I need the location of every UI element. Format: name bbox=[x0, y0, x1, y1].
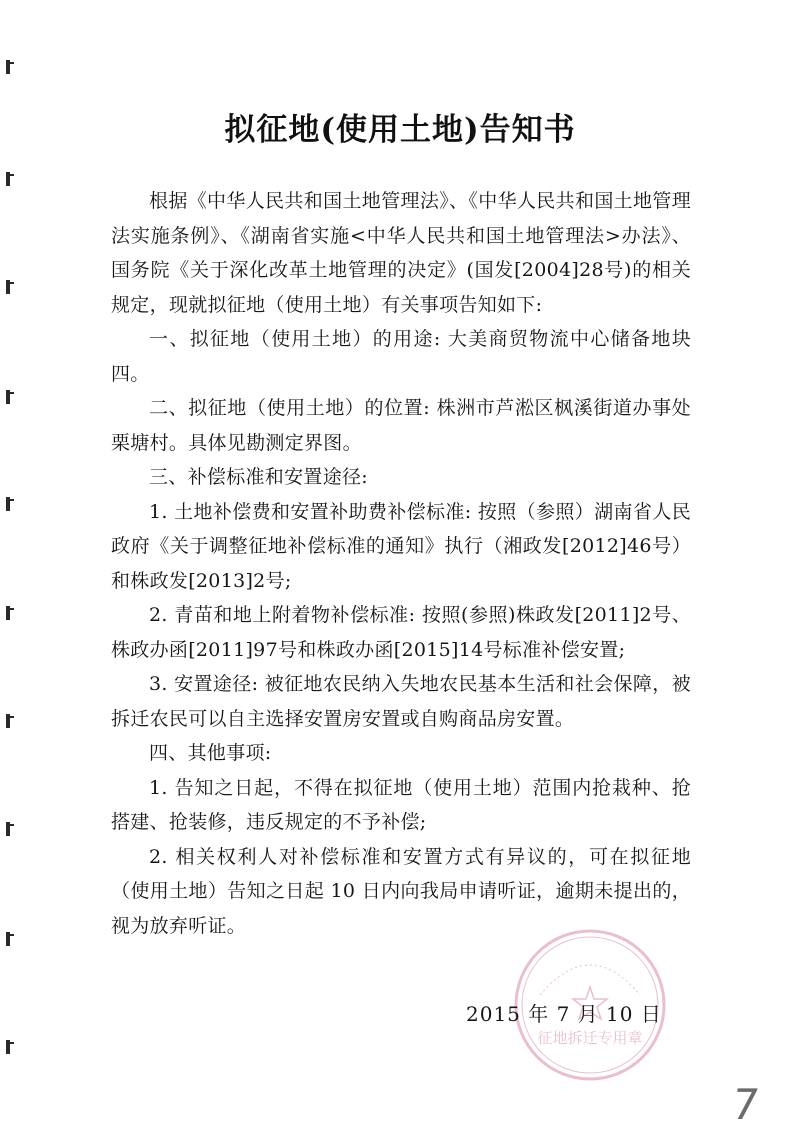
binding-mark bbox=[6, 606, 10, 620]
page-number: 7 bbox=[728, 1080, 763, 1129]
paragraph-other-1: 1. 告知之日起，不得在拟征地（使用土地）范围内抢栽种、抢搭建、抢装修，违反规定的不予补偿; bbox=[111, 776, 691, 833]
binding-mark bbox=[6, 714, 10, 728]
paragraph-compensation-3: 3. 安置途径: 被征地农民纳入失地农民基本生活和社会保障，被拆迁农民可以自主选择安置房安置或自购商品房安置。 bbox=[111, 673, 691, 730]
binding-mark bbox=[6, 1040, 10, 1054]
document-title: 拟征地(使用土地)告知书 bbox=[224, 112, 576, 148]
paragraph-compensation-2: 2. 青苗和地上附着物补偿标准: 按照(参照)株政发[2011]2号、株政办函[2011]97号和株政办函[2015]14号标准补偿安置; bbox=[111, 604, 691, 661]
paragraph-compensation-heading: 三、补偿标准和安置途径: bbox=[149, 466, 369, 488]
binding-mark bbox=[6, 280, 10, 294]
paragraph-purpose: 一、拟征地（使用土地）的用途: 大美商贸物流中心储备地块四。 bbox=[111, 328, 691, 385]
binding-mark bbox=[6, 932, 10, 946]
document-date: 2015 年 7 月 10 日 bbox=[466, 1002, 662, 1026]
binding-mark bbox=[6, 390, 10, 404]
paragraph-location: 二、拟征地（使用土地）的位置: 株洲市芦淞区枫溪街道办事处栗塘村。具体见勘测定界图。 bbox=[111, 397, 691, 454]
paragraph-preamble: 根据《中华人民共和国土地管理法》、《中华人民共和国土地管理法实施条例》、《湖南省实施<中华人民共和国土地管理法>办法》、国务院《关于深化改革土地管理的决定》(国发[2004]28号)的相关规定，现就拟征地（使用土地）有关事项告知如下: bbox=[111, 190, 691, 316]
seal-text: 征地拆迁专用章 bbox=[537, 1029, 643, 1047]
binding-mark bbox=[6, 172, 10, 186]
paragraph-other-2: 2. 相关权利人对补偿标准和安置方式有异议的，可在拟征地（使用土地）告知之日起 10 日内向我局申请听证，逾期未提出的，视为放弃听证。 bbox=[111, 845, 691, 937]
binding-mark bbox=[6, 60, 10, 74]
binding-mark bbox=[6, 822, 10, 836]
paragraph-other-heading: 四、其他事项: bbox=[149, 742, 272, 764]
binding-mark bbox=[6, 497, 10, 511]
paragraph-compensation-1: 1. 土地补偿费和安置补助费补偿标准: 按照（参照）湖南省人民政府《关于调整征地补偿标准的通知》执行（湘政发[2012]46号）和株政发[2013]2号; bbox=[111, 500, 691, 592]
document-body bbox=[111, 184, 691, 943]
